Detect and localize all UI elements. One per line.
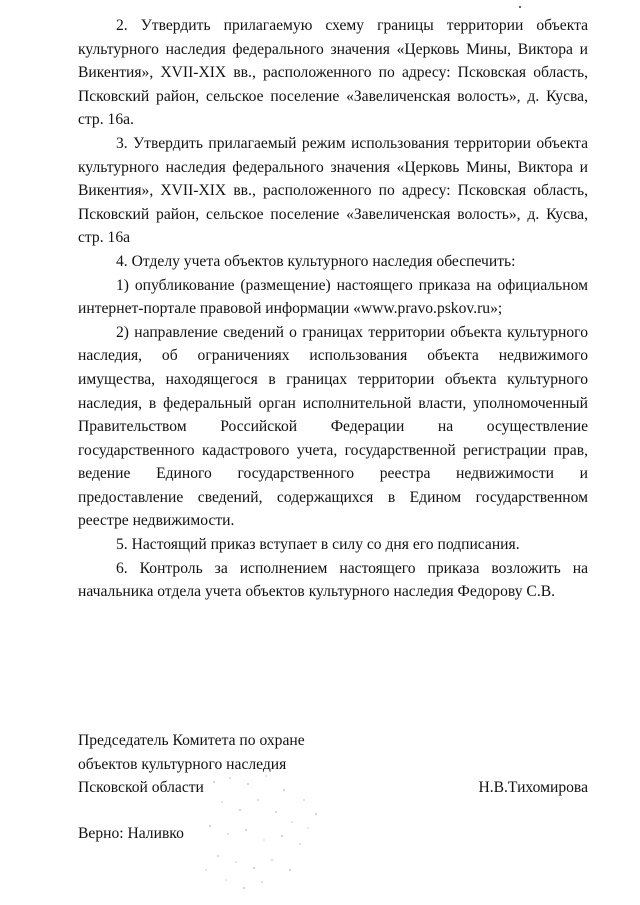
scan-dot [519,6,521,8]
paragraph-item-6: 6. Контроль за исполнением настоящего приказа возложить на начальника отдела учета объектов культурного наследия Федорову С.В. [78,559,588,601]
paragraph-subitem-2: 2) направление сведений о границах территории объекта культурного наследия, об ограничениях использования объекта недвижимого имущества, находящегося в границах территории объекта культурного наследия, в федеральный орган исполнительной власти, уполномоченный Правительством Российской Федерации на осуществление государственного кадастрового учета, государственной регистрации прав, ведение Единого государственного реестра недвижимости и предоставление сведений, содержащихся в Едином государственном реестре недвижимости. [78,323,588,530]
faint-stamp-image [196,770,336,895]
paragraph-subitem-1: 1) опубликование (размещение) настоящего приказа на официальном интернет-портале правовой информации «www.pravo.pskov.ru»; [78,276,588,318]
paragraph-item-3: 3. Утвердить прилагаемый режим использования территории объекта культурного наследия федерального значения «Церковь Мины, Виктора и Викентия», XVII-XIX вв., расположенного по адресу: Псковская область, Псковский район, сельское поселение «Завеличенская волость», д. Кусва, стр. 16а [78,134,588,247]
signatory-title-line-2: объектов культурного наследия [78,755,287,773]
paragraph-item-2: 2. Утвердить прилагаемую схему границы территории объекта культурного наследия федерального значения «Церковь Мины, Виктора и Викентия», XVII-XIX вв., расположенного по адресу: Псковская область, Псковский район, сельское поселение «Завеличенская волость», д. Кусва, стр. 16а. [78,17,588,129]
document-body [78,14,588,604]
paragraph-item-4: 4. Отделу учета объектов культурного наследия обеспечить: [116,252,516,270]
signatory-title-line-1: Председатель Комитета по охране [78,732,305,749]
signatory-name: Н.В.Тихомирова [478,779,588,797]
paragraph-item-5: 5. Настоящий приказ вступает в силу со дня его подписания. [116,536,520,554]
signatory-title-line-3: Псковской области [78,779,204,797]
verification-note: Верно: Наливко [78,825,184,842]
